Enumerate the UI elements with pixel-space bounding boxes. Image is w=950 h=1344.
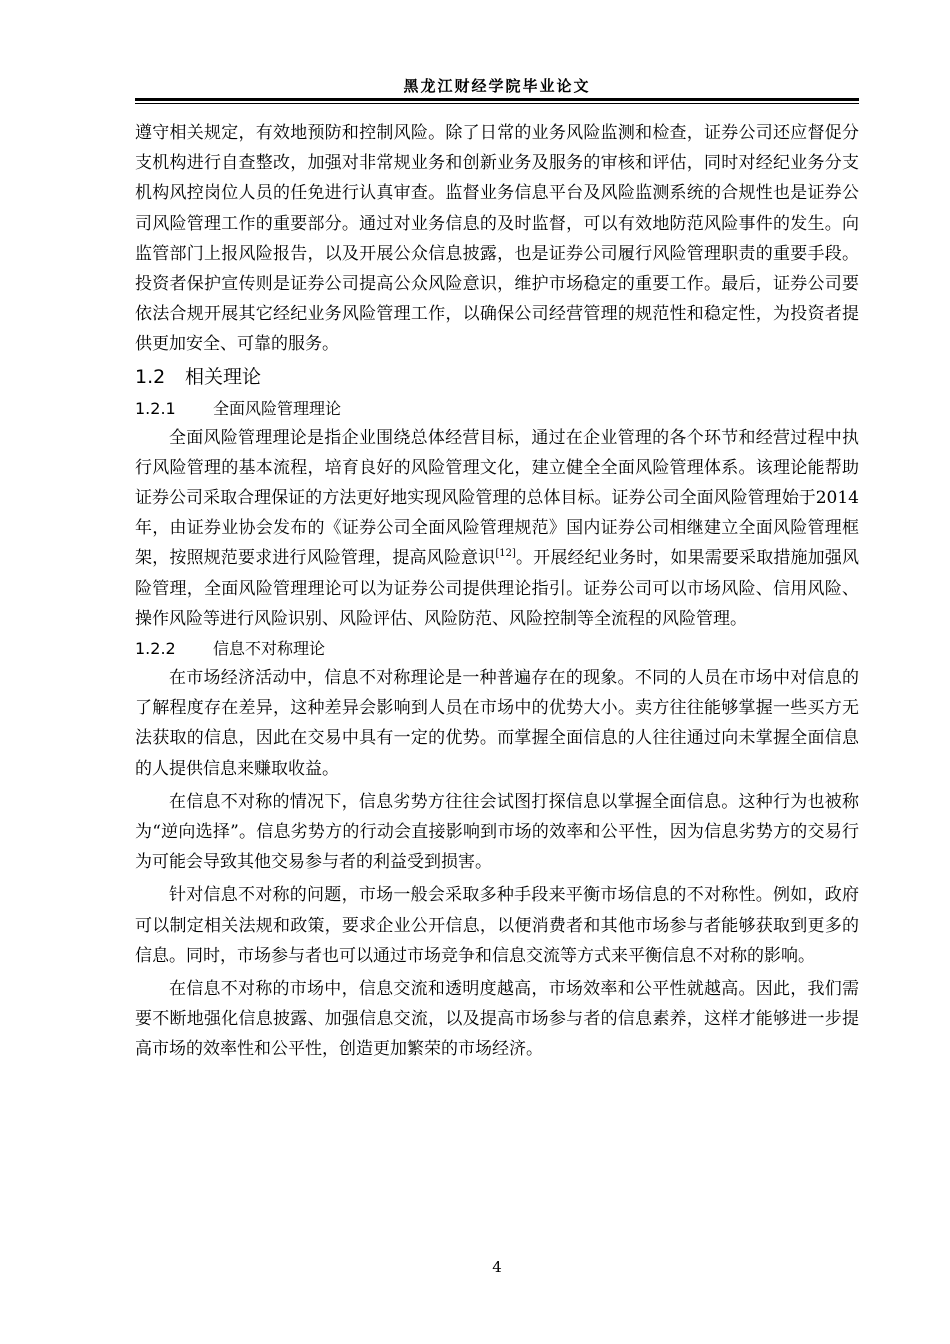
section-heading-1-2 — [135, 360, 859, 394]
body-paragraph: 在信息不对称的情况下，信息劣势方往往会试图打探信息以掌握全面信息。这种行为也被称为“逆向选择”。信息劣势方的行动会直接影响到市场的效率和公平性，因为信息劣势方的交易行为可能会导致其他交易参与者的利益受到损害。 — [135, 791, 859, 873]
subsection-number: 1.2.2 — [135, 639, 176, 659]
page-number: 4 — [492, 1258, 502, 1276]
paragraph-text: 全面风险管理理论是指企业围绕总体经营目标，通过在企业管理的各个环节和经营过程中执行风险管理的基本流程，培育良好的风险管理文化，建立健全全面风险管理体系。该理论能帮助证券公司采取合理保证的方法更好地实现风险管理的总体目标。证券公司全面风险管理始于2014年，由证券业协会发布的《证券公司全面风险管理规范》国内证券公司相继建立全面风险管理框架，按照规范要求进行风险管理，提高风险意识 — [135, 427, 859, 569]
subsection-heading-1-2-1 — [135, 394, 859, 423]
subsection-heading-1-2-2 — [135, 634, 859, 663]
section-title: 相关理论 — [185, 365, 262, 388]
page-body — [135, 118, 859, 1065]
running-header: 黑龙江财经学院毕业论文 — [403, 77, 591, 95]
body-paragraph: 针对信息不对称的问题，市场一般会采取多种手段来平衡市场信息的不对称性。例如，政府可以制定相关法规和政策，要求企业公开信息，以便消费者和其他市场参与者能够获取到更多的信息。同时，市场参与者也可以通过市场竞争和信息交流等方式来平衡信息不对称的影响。 — [135, 885, 859, 966]
paragraph-text: 。开展经纪业务时，如果需要采取措施加强风险管理，全面风险管理理论可以为证券公司提供理论指引。证券公司可以市场风险、信用风险、操作风险等进行风险识别、风险评估、风险防范、风险控制等全流程的风险管理。 — [135, 548, 859, 629]
subsection-number: 1.2.1 — [135, 398, 176, 418]
subsection-title: 信息不对称理论 — [213, 639, 326, 659]
body-paragraph: 在信息不对称的市场中，信息交流和透明度越高，市场效率和公平性就越高。因此，我们需要不断地强化信息披露、加强信息交流，以及提高市场参与者的信息素养，这样才能够进一步提高市场的效率性和公平性，创造更加繁荣的市场经济。 — [135, 979, 859, 1060]
body-paragraph-continued: 遵守相关规定，有效地预防和控制风险。除了日常的业务风险监测和检查，证券公司还应督促分支机构进行自查整改，加强对非常规业务和创新业务及服务的审核和评估，同时对经纪业务分支机构风控岗位人员的任免进行认真审查。监督业务信息平台及风险监测系统的合规性也是证券公司风险管理工作的重要部分。通过对业务信息的及时监督，可以有效地防范风险事件的发生。向监管部门上报风险报告，以及开展公众信息披露，也是证券公司履行风险管理职责的重要手段。投资者保护宣传则是证券公司提高公众风险意识，维护市场稳定的重要工作。最后，证券公司要依法合规开展其它经纪业务风险管理工作，以确保公司经营管理的规范性和稳定性，为投资者提供更加安全、可靠的服务。 — [135, 123, 859, 355]
body-paragraph-risk-theory — [135, 423, 859, 634]
header-rule-thick — [135, 98, 859, 101]
header-rule-thin — [135, 103, 859, 104]
section-number: 1.2 — [135, 365, 166, 388]
body-paragraph: 在市场经济活动中，信息不对称理论是一种普遍存在的现象。不同的人员在市场中对信息的了解程度存在差异，这种差异会影响到人员在市场中的优势大小。卖方往往能够掌握一些买方无法获取的信息，因此在交易中具有一定的优势。而掌握全面信息的人往往通过向未掌握全面信息的人提供信息来赚取收益。 — [135, 668, 859, 779]
citation-reference: [12] — [495, 548, 516, 560]
subsection-title: 全面风险管理理论 — [213, 398, 342, 418]
